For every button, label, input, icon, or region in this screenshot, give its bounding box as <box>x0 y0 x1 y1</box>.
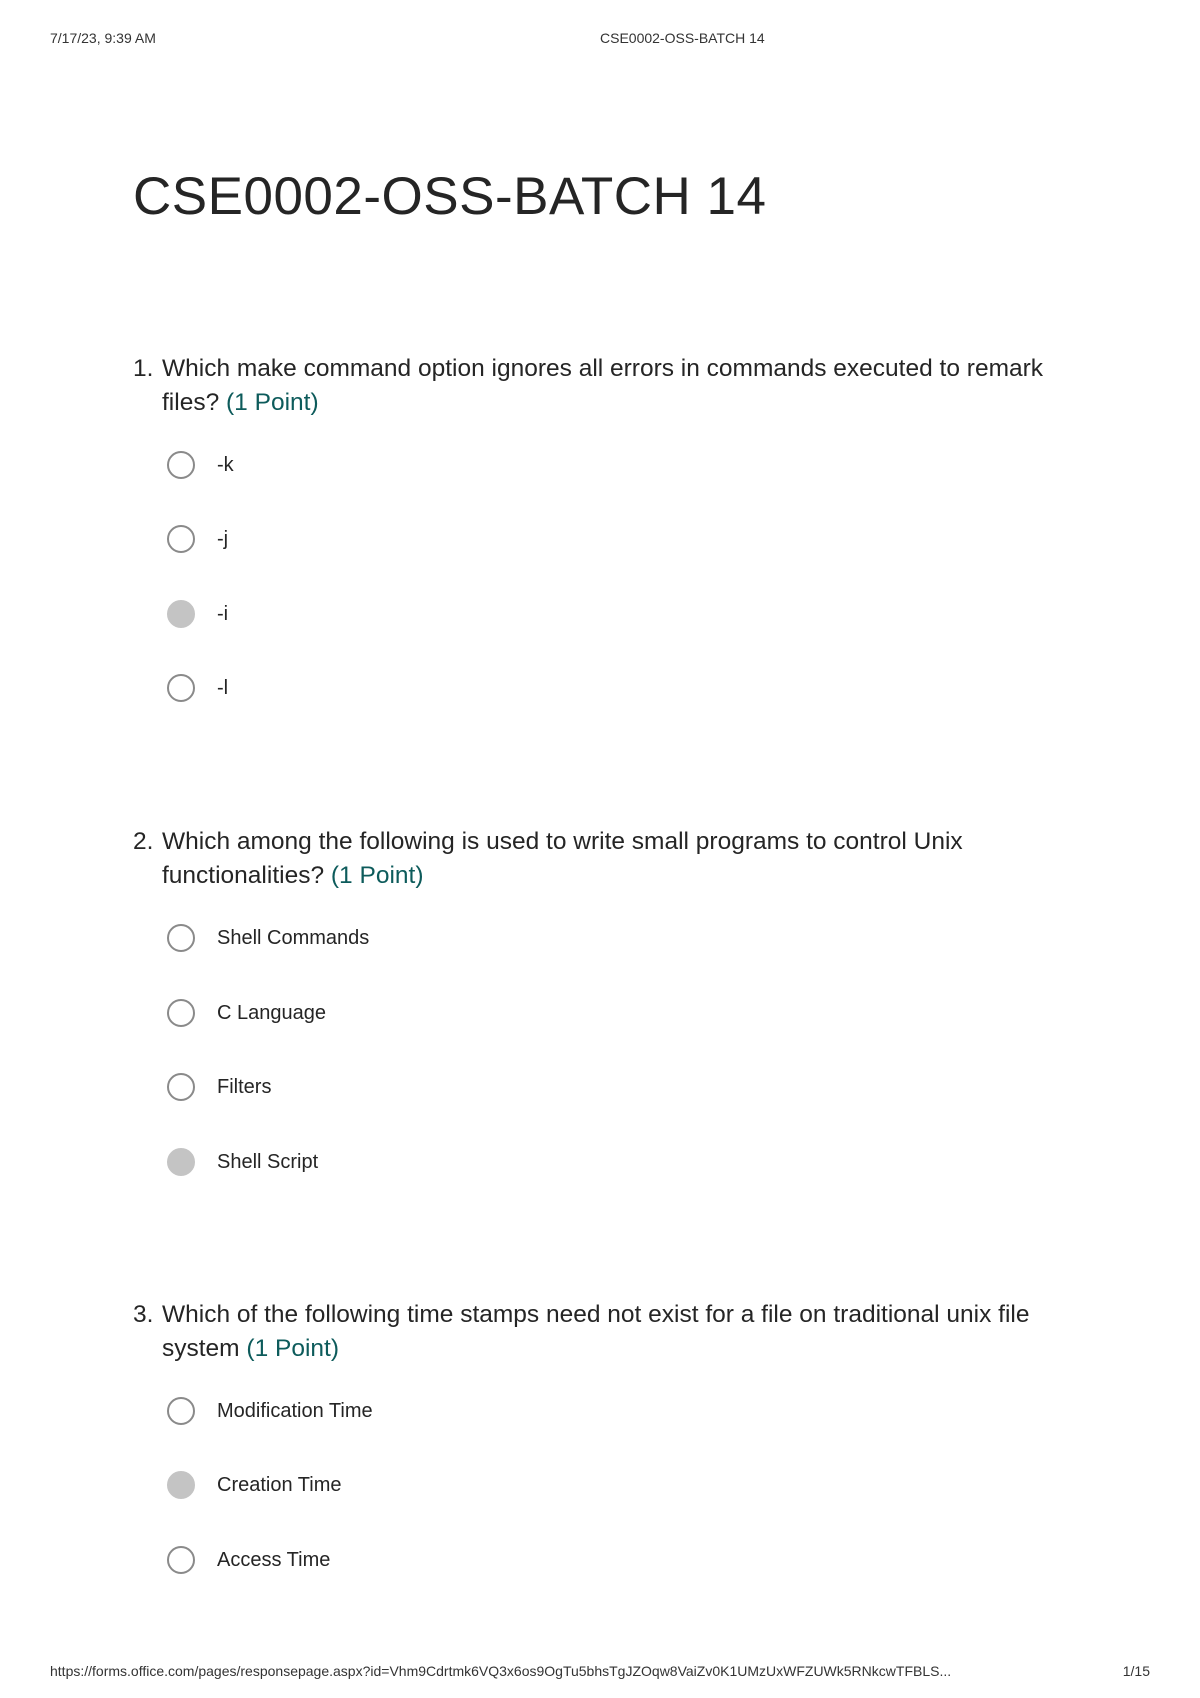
print-footer-url: https://forms.office.com/pages/responsepage.aspx?id=Vhm9Cdrtmk6VQ3x6os9OgTu5bhsTgJZOqw8VaiZv0K1UMzUxWFZUWk5RNkcwTFBLS... <box>50 1663 952 1679</box>
form-title: CSE0002-OSS-BATCH 14 <box>133 167 767 226</box>
option-label: Shell Commands <box>217 926 370 949</box>
radio-button[interactable] <box>167 924 195 952</box>
question-text <box>133 825 1073 893</box>
option-k[interactable] <box>167 447 234 483</box>
option-label: -k <box>217 453 234 476</box>
option-l[interactable] <box>167 670 228 706</box>
question-prompt: Which make command option ignores all errors in commands executed to remark files? <box>162 355 1044 416</box>
option-label: -i <box>217 602 229 625</box>
question-3 <box>133 1298 1073 1571</box>
option-label: Filters <box>217 1075 272 1098</box>
radio-button[interactable] <box>167 451 195 479</box>
question-text <box>133 352 1073 420</box>
option-shell-commands[interactable] <box>167 920 369 956</box>
question-number: 1. <box>133 355 154 382</box>
radio-button[interactable] <box>167 674 195 702</box>
option-shell-script[interactable] <box>167 1144 318 1180</box>
radio-button[interactable] <box>167 999 195 1027</box>
radio-button[interactable] <box>167 1397 195 1425</box>
radio-button-selected[interactable] <box>167 1471 195 1499</box>
radio-button-selected[interactable] <box>167 600 195 628</box>
question-number: 3. <box>133 1301 154 1328</box>
option-label: Creation Time <box>217 1473 342 1496</box>
question-points: (1 Point) <box>226 389 319 416</box>
question-prompt: Which among the following is used to write small programs to control Unix functionalities? <box>162 828 963 889</box>
option-label: Access Time <box>217 1548 331 1571</box>
question-1 <box>133 352 1073 699</box>
question-number: 2. <box>133 828 154 855</box>
print-header-title: CSE0002-OSS-BATCH 14 <box>600 30 765 46</box>
option-c-language[interactable] <box>167 995 326 1031</box>
question-prompt: Which of the following time stamps need not exist for a file on traditional unix file system <box>162 1301 1030 1362</box>
option-modification-time[interactable] <box>167 1393 373 1429</box>
option-filters[interactable] <box>167 1069 271 1105</box>
option-label: Modification Time <box>217 1399 373 1422</box>
question-2 <box>133 825 1073 1173</box>
radio-button-selected[interactable] <box>167 1148 195 1176</box>
option-access-time[interactable] <box>167 1542 330 1578</box>
question-points: (1 Point) <box>330 862 424 889</box>
question-points: (1 Point) <box>246 1335 339 1362</box>
print-date: 7/17/23, 9:39 AM <box>50 30 156 46</box>
option-label: Shell Script <box>217 1150 319 1173</box>
radio-button[interactable] <box>167 1073 195 1101</box>
option-label: C Language <box>217 1001 326 1024</box>
radio-button[interactable] <box>167 1546 195 1574</box>
option-creation-time[interactable] <box>167 1467 342 1503</box>
option-label: -j <box>217 527 229 550</box>
page-number: 1/15 <box>1122 1663 1150 1679</box>
question-text <box>133 1298 1073 1366</box>
radio-button[interactable] <box>167 525 195 553</box>
option-i[interactable] <box>167 596 228 632</box>
option-label: -l <box>217 676 229 699</box>
option-j[interactable] <box>167 521 228 557</box>
